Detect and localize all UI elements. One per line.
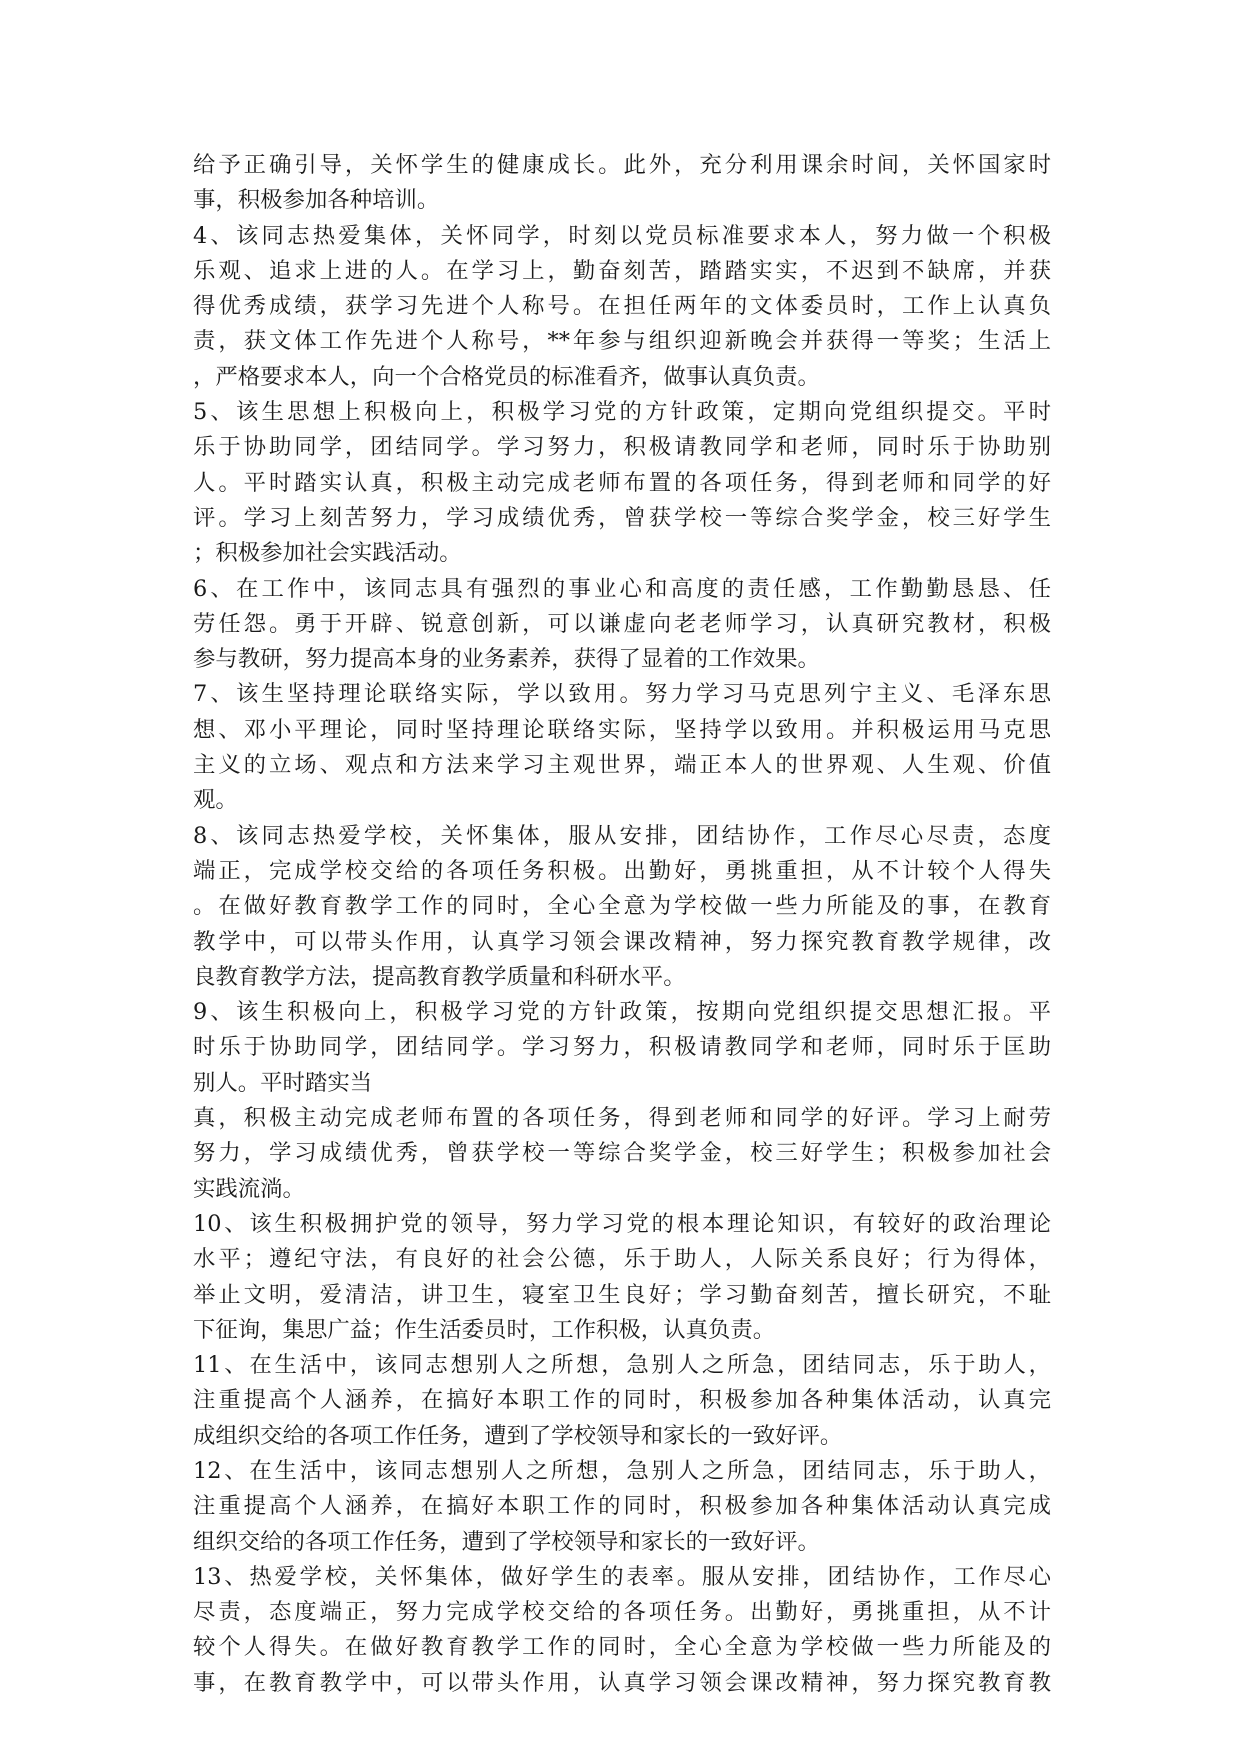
text-line: 13、热爱学校，关怀集体，做好学生的表率。服从安排，团结协作，工作尽心	[193, 1563, 1051, 1590]
text-line: 举止文明，爱清洁，讲卫生，寝室卫生良好；学习勤奋刻苦，擅长研究，不耻	[193, 1281, 1051, 1308]
text-line: 得优秀成绩，获学习先进个人称号。在担任两年的文体委员时，工作上认真负	[193, 293, 1051, 320]
text-line: 6、在工作中，该同志具有强烈的事业心和高度的责任感，工作勤勤恳恳、任	[193, 575, 1051, 602]
text-line: 。在做好教育教学工作的同时，全心全意为学校做一些力所能及的事，在教育	[193, 893, 1051, 920]
text-line: 良教育教学方法，提高教育教学质量和科研水平。	[193, 963, 686, 990]
text-line: 乐观、追求上进的人。在学习上，勤奋刻苦，踏踏实实，不迟到不缺席，并获	[193, 257, 1051, 284]
text-line: 别人。平时踏实当	[193, 1069, 373, 1096]
text-line: 尽责，态度端正，努力完成学校交给的各项任务。出勤好，勇挑重担，从不计	[193, 1599, 1051, 1626]
text-line: 主义的立场、观点和方法来学习主观世界，端正本人的世界观、人生观、价值	[193, 752, 1051, 779]
text-line: 注重提高个人涵养，在搞好本职工作的同时，积极参加各种集体活动，认真完	[193, 1387, 1051, 1414]
text-line: 想、邓小平理论，同时坚持理论联络实际，坚持学以致用。并积极运用马克思	[193, 716, 1051, 743]
text-line: 4、该同志热爱集体，关怀同学，时刻以党员标准要求本人，努力做一个积极	[193, 222, 1051, 249]
text-line: 时乐于协助同学，团结同学。学习努力，积极请教同学和老师，同时乐于匡助	[193, 1034, 1051, 1061]
text-line: 真，积极主动完成老师布置的各项任务，得到老师和同学的好评。学习上耐劳	[193, 1105, 1051, 1132]
text-line: 9、该生积极向上，积极学习党的方针政策，按期向党组织提交思想汇报。平	[193, 999, 1051, 1026]
text-line: 教学中，可以带头作用，认真学习领会课改精神，努力探究教育教学规律，改	[193, 928, 1051, 955]
text-line: 10、该生积极拥护党的领导，努力学习党的根本理论知识，有较好的政治理论	[193, 1210, 1051, 1237]
text-line: 责，获文体工作先进个人称号，**年参与组织迎新晚会并获得一等奖；生活上	[193, 328, 1051, 355]
text-line: 努力，学习成绩优秀，曾获学校一等综合奖学金，校三好学生；积极参加社会	[193, 1140, 1051, 1167]
text-line: 端正，完成学校交给的各项任务积极。出勤好，勇挑重担，从不计较个人得失	[193, 857, 1051, 884]
text-line: 给予正确引导，关怀学生的健康成长。此外，充分利用课余时间，关怀国家时	[193, 152, 1051, 178]
text-line: 注重提高个人涵养，在搞好本职工作的同时，积极参加各种集体活动认真完成	[193, 1493, 1051, 1520]
text-line: 参与教研，努力提高本身的业务素养，获得了显着的工作效果。	[193, 646, 820, 673]
text-line: 8、该同志热爱学校，关怀集体，服从安排，团结协作，工作尽心尽责，态度	[193, 822, 1051, 849]
text-line: 水平；遵纪守法，有良好的社会公德，乐于助人，人际关系良好；行为得体，	[193, 1246, 1051, 1273]
text-line: 组织交给的各项工作任务，遭到了学校领导和家长的一致好评。	[193, 1528, 820, 1555]
text-line: 12、在生活中，该同志想别人之所想，急别人之所急，团结同志，乐于助人，	[193, 1457, 1051, 1484]
text-line: 5、该生思想上积极向上，积极学习党的方针政策，定期向党组织提交。平时	[193, 399, 1051, 426]
text-line: 下征询，集思广益；作生活委员时，工作积极，认真负责。	[193, 1316, 776, 1343]
document-body	[193, 148, 1051, 1701]
text-line: 事，在教育教学中，可以带头作用，认真学习领会课改精神，努力探究教育教	[193, 1669, 1051, 1696]
text-line: 实践流淌。	[193, 1175, 305, 1202]
text-line: 人。平时踏实认真，积极主动完成老师布置的各项任务，得到老师和同学的好	[193, 469, 1051, 496]
text-line: 7、该生坚持理论联络实际，学以致用。努力学习马克思列宁主义、毛泽东思	[193, 681, 1051, 708]
text-line: 事，积极参加各种培训。	[193, 187, 440, 214]
text-line: 较个人得失。在做好教育教学工作的同时，全心全意为学校做一些力所能及的	[193, 1634, 1051, 1661]
text-line: 劳任怨。勇于开辟、锐意创新，可以谦虚向老老师学习，认真研究教材，积极	[193, 610, 1051, 637]
text-line: 观。	[193, 787, 238, 814]
text-line: 评。学习上刻苦努力，学习成绩优秀，曾获学校一等综合奖学金，校三好学生	[193, 504, 1051, 531]
text-line: ，严格要求本人，向一个合格党员的标准看齐，做事认真负责。	[193, 363, 820, 390]
text-line: 11、在生活中，该同志想别人之所想，急别人之所急，团结同志，乐于助人，	[193, 1352, 1051, 1379]
text-line: 成组织交给的各项工作任务，遭到了学校领导和家长的一致好评。	[193, 1422, 843, 1449]
text-line: ；积极参加社会实践活动。	[193, 540, 462, 567]
text-line: 乐于协助同学，团结同学。学习努力，积极请教同学和老师，同时乐于协助别	[193, 434, 1051, 461]
